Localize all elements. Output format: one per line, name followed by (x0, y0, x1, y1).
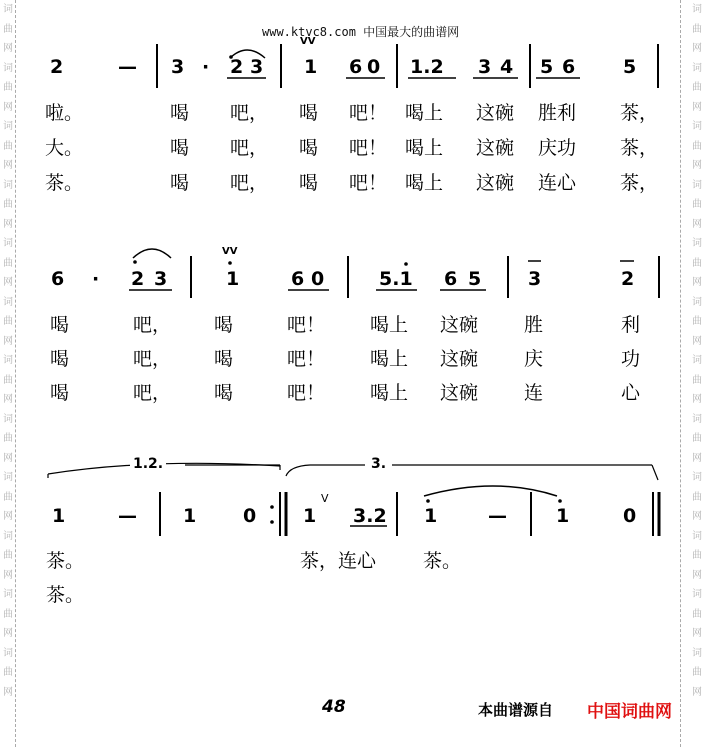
lyric: 这碗 (476, 172, 515, 194)
lyric: 喝 (299, 102, 319, 124)
lyric: 吧！ (287, 382, 326, 404)
lyric: 喝 (50, 382, 70, 404)
lyric: 连心 (538, 172, 577, 194)
lyric: 吧， (133, 348, 172, 370)
lyric: 喝上 (405, 102, 444, 124)
lyric: 喝 (170, 102, 190, 124)
note: 4 (500, 56, 514, 78)
lyric: 喝 (299, 137, 319, 159)
side-watermark-right: 词 曲 网 词 曲 网 词 曲 网 词 曲 网 词 曲 网 词 曲 网 词 曲 网 词 曲 网 词 曲 网 词 曲 网 词 曲 网 词 曲 网 (692, 4, 702, 698)
lyric: 喝 (50, 314, 70, 336)
volta-label: 3. (368, 457, 389, 471)
lyric: 这碗 (440, 314, 479, 336)
lyric: 吧！ (349, 172, 388, 194)
note: 0 (311, 268, 325, 290)
lyric: 这碗 (476, 102, 515, 124)
note: · (92, 268, 100, 290)
note: 6 (51, 268, 65, 290)
lyric: 喝上 (370, 348, 409, 370)
note: 2 (621, 268, 635, 290)
lyric: 吧， (230, 102, 269, 124)
lyric: 大。 (45, 137, 84, 159)
note: 0 (243, 505, 257, 527)
lyric: 茶。 (423, 550, 462, 572)
page-number: 48 (322, 697, 346, 717)
lyric: 吧！ (287, 348, 326, 370)
lyric: 功 (621, 348, 641, 370)
source-label: 本曲谱源自 (478, 701, 554, 719)
lyric: 庆 (524, 348, 544, 370)
lyric: 茶。 (45, 172, 84, 194)
site-name[interactable]: 中国词曲网 (587, 702, 672, 722)
lyric: 吧！ (287, 314, 326, 336)
note: 1 (303, 505, 317, 527)
lyric: 吧， (230, 137, 269, 159)
note: 0 (367, 56, 381, 78)
volta-label: 1.2. (130, 457, 166, 471)
note: 6 (291, 268, 305, 290)
lyric: 这碗 (440, 348, 479, 370)
note: 6 (444, 268, 458, 290)
note: 3 (171, 56, 185, 78)
lyric: 喝上 (370, 314, 409, 336)
lyric: 心 (621, 382, 641, 404)
lyric: 吧， (133, 314, 172, 336)
ornament-mark: VV (222, 246, 238, 257)
side-watermark-left: 词 曲 网 词 曲 网 词 曲 网 词 曲 网 词 曲 网 词 曲 网 词 曲 网 词 曲 网 词 曲 网 词 曲 网 词 曲 网 词 曲 网 (3, 4, 13, 698)
note: 1 (556, 505, 570, 527)
note: 3 (528, 268, 542, 290)
lyric: 茶，连心 (300, 550, 377, 572)
lyric: 吧！ (349, 137, 388, 159)
note: 3 (250, 56, 264, 78)
breath-mark: V (321, 492, 329, 505)
note: · (202, 56, 210, 78)
note: 1 (304, 56, 318, 78)
note: 6 (349, 56, 363, 78)
lyric: 喝 (170, 172, 190, 194)
note: 1.2 (410, 56, 444, 78)
lyric: 喝上 (370, 382, 409, 404)
lyric: 喝 (170, 137, 190, 159)
lyric: 茶。 (46, 550, 85, 572)
lyric: 吧， (133, 382, 172, 404)
note: 2 (131, 268, 145, 290)
note: 3 (154, 268, 168, 290)
note: — (118, 56, 137, 78)
note: 5 (540, 56, 554, 78)
note: 2 (50, 56, 64, 78)
lyric: 胜 (524, 314, 544, 336)
note: 1 (52, 505, 66, 527)
lyric: 吧！ (349, 102, 388, 124)
lyric: 这碗 (440, 382, 479, 404)
note: 0 (623, 505, 637, 527)
lyric: 这碗 (476, 137, 515, 159)
lyric: 连 (524, 382, 544, 404)
site-header: www.ktvc8.com 中国最大的曲谱网 (262, 25, 460, 39)
lyric: 喝 (214, 348, 234, 370)
lyric: 喝 (299, 172, 319, 194)
lyric: 庆功 (538, 137, 577, 159)
note: 2 (230, 56, 244, 78)
lyric: 喝 (214, 314, 234, 336)
note: — (118, 505, 137, 527)
ornament-mark: VV (300, 36, 316, 47)
lyric: 喝上 (405, 172, 444, 194)
note: 5.1 (379, 268, 413, 290)
lyric: 吧， (230, 172, 269, 194)
lyric: 茶， (620, 102, 659, 124)
note: 3 (478, 56, 492, 78)
note: 1 (226, 268, 240, 290)
lyric: 茶。 (46, 584, 85, 606)
lyric: 喝上 (405, 137, 444, 159)
lyric: 茶， (620, 172, 659, 194)
note: 5 (623, 56, 637, 78)
lyric: 喝 (50, 348, 70, 370)
lyric: 茶， (620, 137, 659, 159)
note: 5 (468, 268, 482, 290)
note: 3.2 (353, 505, 387, 527)
lyric: 利 (621, 314, 641, 336)
lyric: 喝 (214, 382, 234, 404)
note: 1 (183, 505, 197, 527)
lyric: 胜利 (538, 102, 577, 124)
note: 1 (424, 505, 438, 527)
lyric: 啦。 (45, 102, 84, 124)
note: — (488, 505, 507, 527)
note: 6 (562, 56, 576, 78)
